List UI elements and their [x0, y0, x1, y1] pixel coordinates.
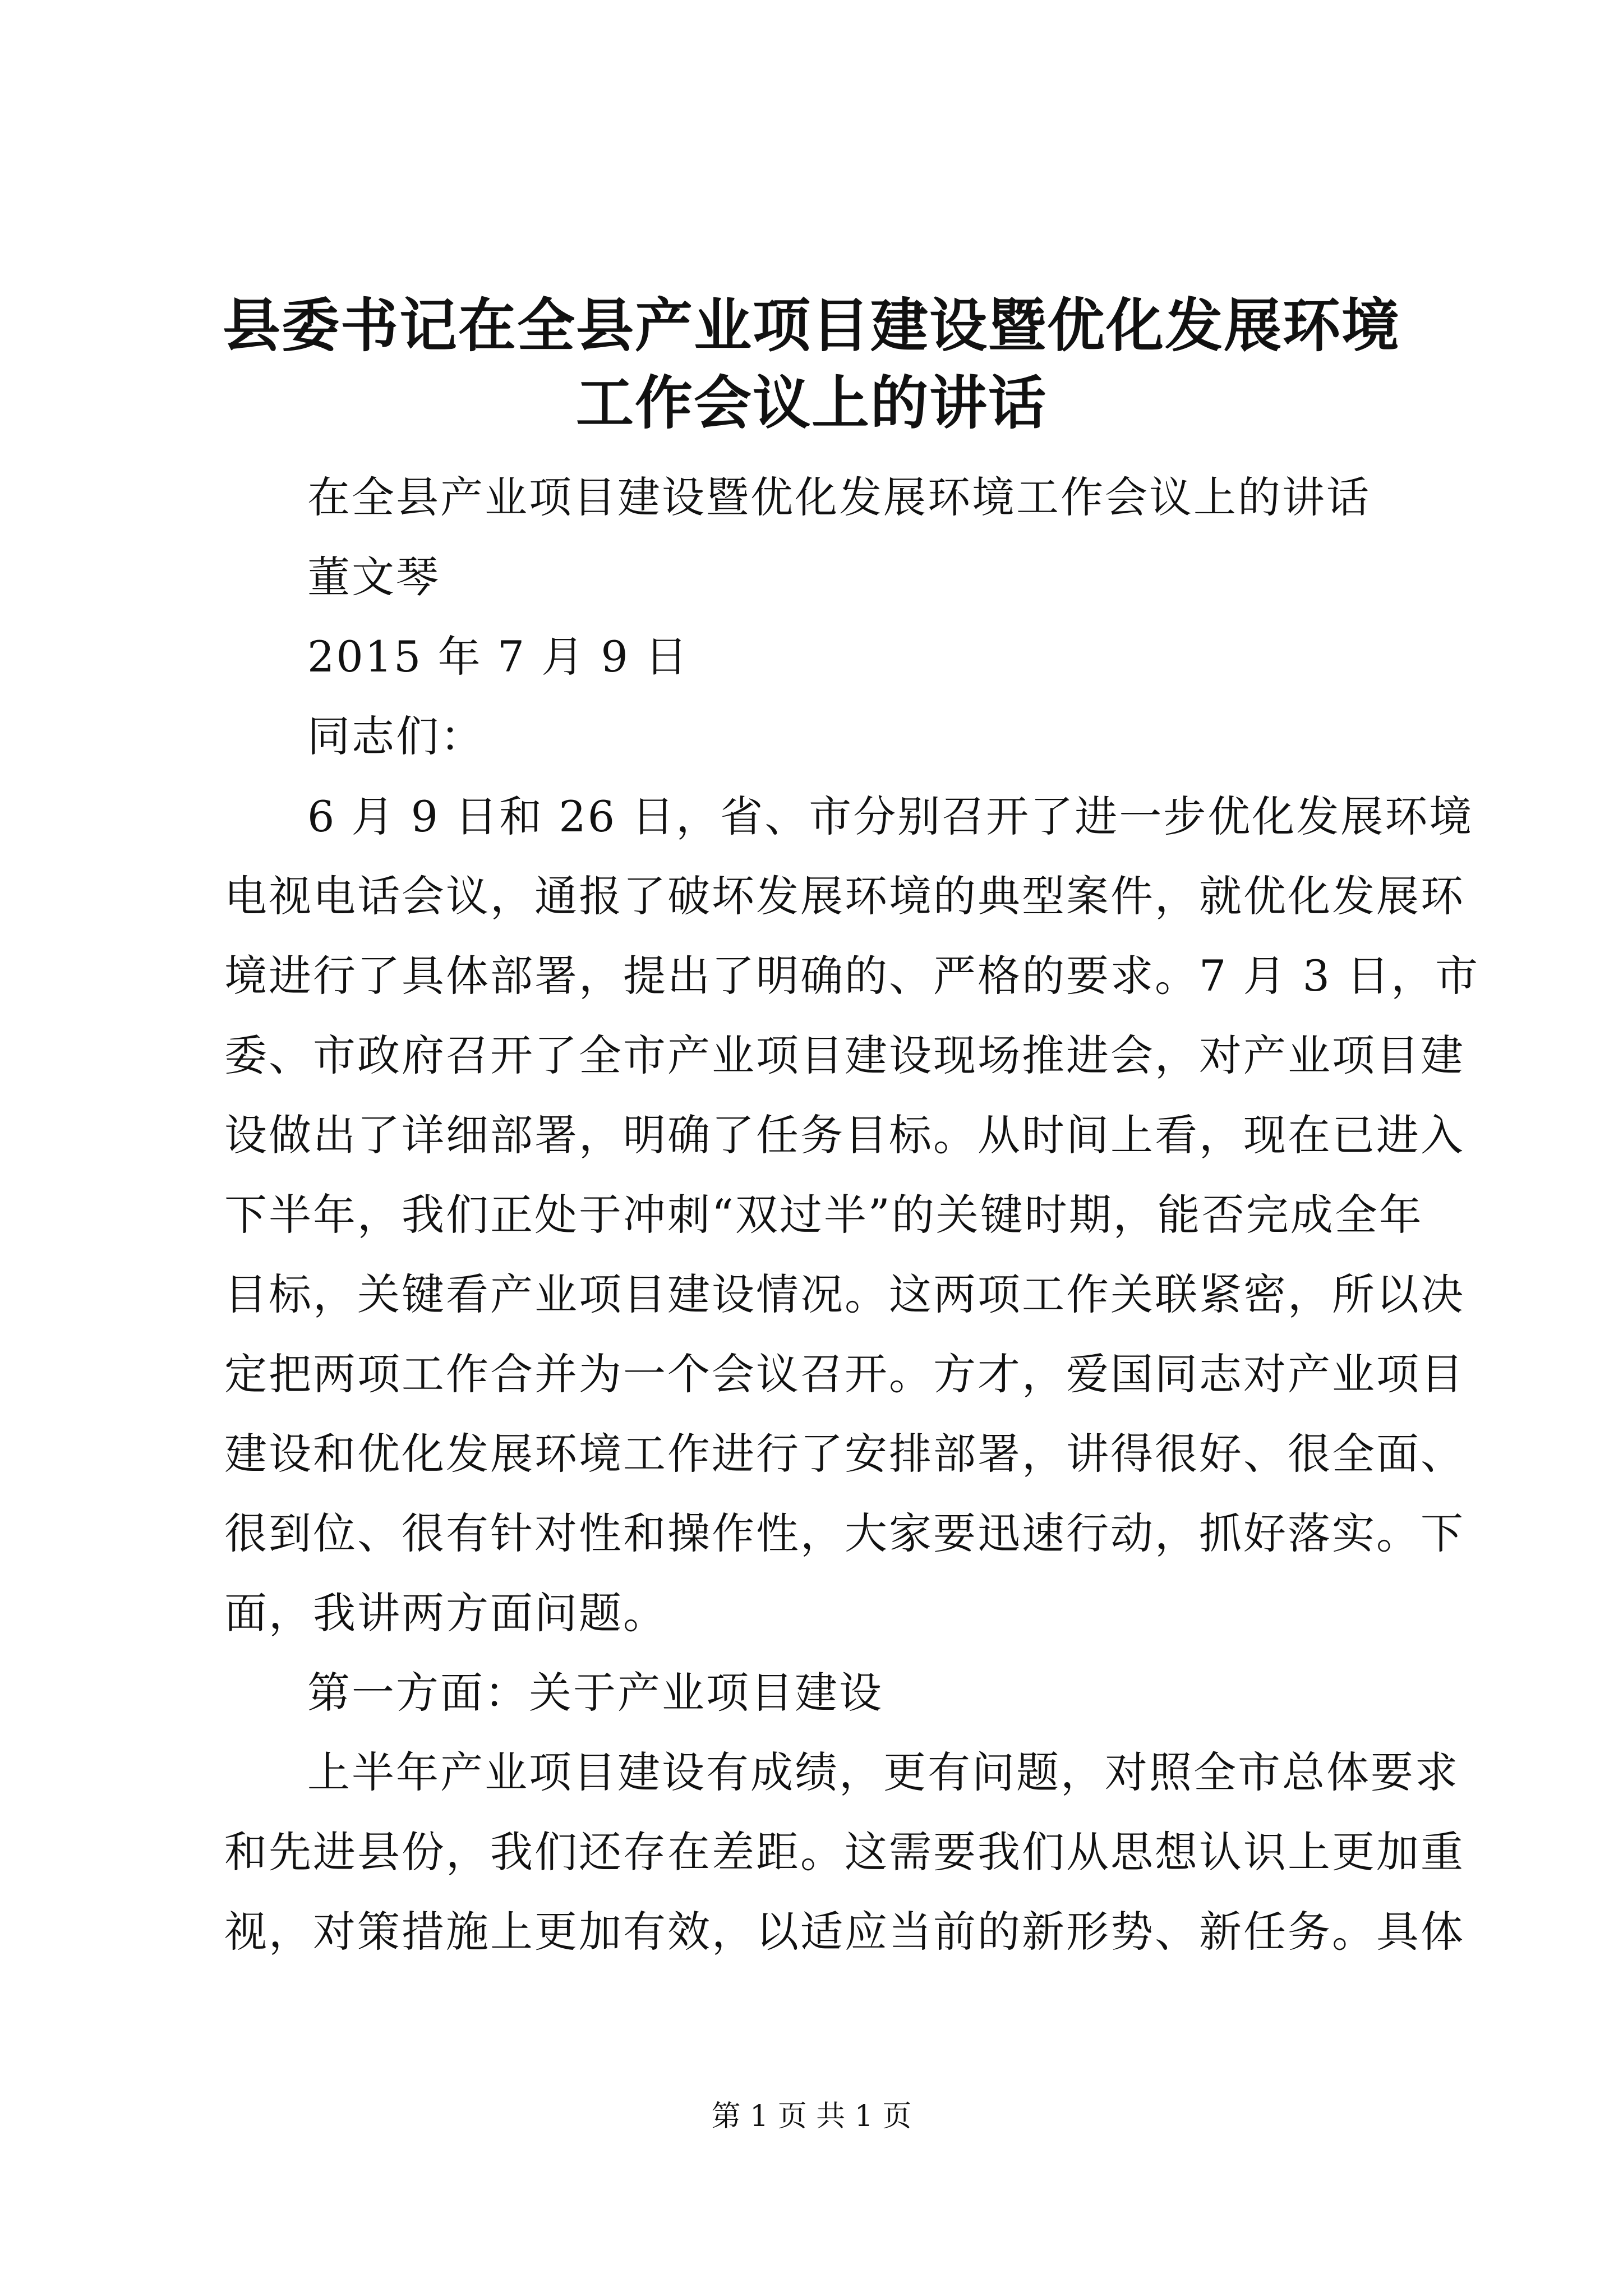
document-title-line-1: 县委书记在全县产业项目建设暨优化发展环境 — [223, 292, 1400, 360]
paragraph-line: 6 月 9 日和 26 日，省、市分别召开了进一步优化发展环境 — [307, 792, 1474, 841]
paragraph-line: 下半年，我们正处于冲刺“双过半”的关键时期，能否完成全年 — [224, 1190, 1423, 1240]
section-heading: 第一方面：关于产业项目建设 — [307, 1668, 883, 1718]
paragraph-line: 电视电话会议，通报了破坏发展环境的典型案件，就优化发展环 — [224, 871, 1465, 921]
paragraph-line: 定把两项工作合并为一个会议召开。方才，爱国同志对产业项目 — [224, 1349, 1465, 1399]
paragraph-line: 和先进县份，我们还存在差距。这需要我们从思想认识上更加重 — [224, 1827, 1465, 1877]
paragraph-line: 境进行了具体部署，提出了明确的、严格的要求。7 月 3 日，市 — [224, 951, 1480, 1001]
paragraph-line: 上半年产业项目建设有成绩，更有问题，对照全市总体要求 — [307, 1747, 1459, 1797]
document-title-line-2: 工作会议上的讲话 — [576, 369, 1047, 437]
paragraph-line: 很到位、很有针对性和操作性，大家要迅速行动，抓好落实。下 — [224, 1508, 1465, 1558]
paragraph-line: 建设和优化发展环境工作进行了安排部署，讲得很好、很全面、 — [224, 1429, 1465, 1479]
paragraph-line: 面，我讲两方面问题。 — [224, 1588, 667, 1638]
paragraph-line: 视，对策措施上更加有效，以适应当前的新形势、新任务。具体 — [224, 1907, 1465, 1957]
paragraph-line: 目标，关键看产业项目建设情况。这两项工作关联紧密，所以决 — [224, 1269, 1465, 1319]
paragraph-line: 设做出了详细部署，明确了任务目标。从时间上看，现在已进入 — [224, 1110, 1465, 1160]
salutation: 同志们： — [307, 711, 485, 761]
subtitle: 在全县产业项目建设暨优化发展环境工作会议上的讲话 — [307, 472, 1371, 522]
speech-date: 2015 年 7 月 9 日 — [307, 632, 689, 682]
paragraph-line: 委、市政府召开了全市产业项目建设现场推进会，对产业项目建 — [224, 1030, 1465, 1080]
author-name: 董文琴 — [307, 552, 440, 602]
page-number-footer: 第 1 页 共 1 页 — [711, 2100, 912, 2133]
